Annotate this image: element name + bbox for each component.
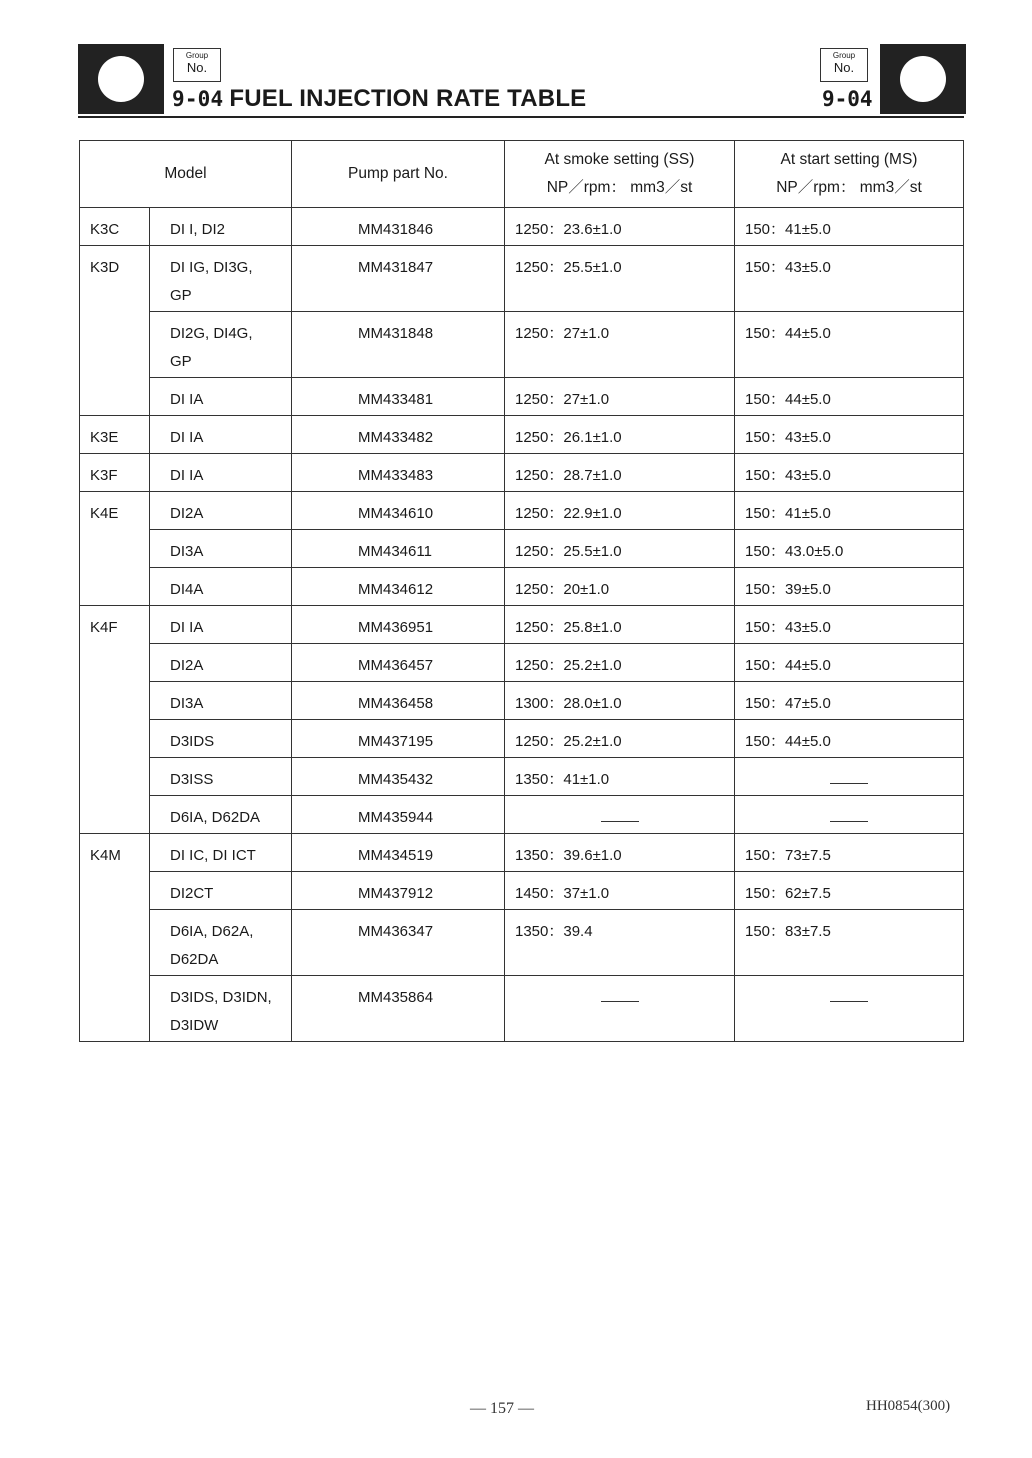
table-row [80, 454, 964, 492]
dash-mark [830, 821, 868, 822]
table-row [80, 644, 964, 682]
cell-engine-model [150, 796, 292, 834]
cell-pump-part-no: MM436951 [292, 606, 505, 644]
cell-start-setting: 150：44±5.0 [735, 644, 964, 682]
cell-smoke-setting: 1350：39.4 [505, 910, 735, 976]
engine-line-2: GP [170, 287, 192, 304]
cell-smoke-setting: 1250：27±1.0 [505, 378, 735, 416]
table-row [80, 872, 964, 910]
table-row [80, 682, 964, 720]
dash-mark [601, 1001, 639, 1002]
cell-smoke-setting: 1250：23.6±1.0 [505, 208, 735, 246]
cell-smoke-setting: 1250：20±1.0 [505, 568, 735, 606]
no-label: No. [186, 60, 208, 75]
cell-start-setting: 150：43±5.0 [735, 606, 964, 644]
engine-line-1: D6IA, D62DA [170, 809, 261, 826]
table-row [80, 976, 964, 1042]
cell-pump-part-no: MM434611 [292, 530, 505, 568]
cell-engine-model [150, 416, 292, 454]
cell-start-setting: 150：62±7.5 [735, 872, 964, 910]
cell-model-series: K3D [80, 246, 150, 416]
cell-pump-part-no: MM434612 [292, 568, 505, 606]
table-row [80, 416, 964, 454]
circle-mark [900, 56, 946, 102]
cell-engine-model [150, 312, 292, 378]
cell-engine-model [150, 606, 292, 644]
cell-model-series: K3C [80, 208, 150, 246]
table-row [80, 246, 964, 312]
table-row [80, 910, 964, 976]
table-row [80, 568, 964, 606]
cell-engine-model [150, 682, 292, 720]
engine-line-2: D3IDW [170, 1017, 219, 1034]
cell-pump-part-no: MM436458 [292, 682, 505, 720]
cell-model-series: K4F [80, 606, 150, 834]
engine-line-1: DI IG, DI3G, [170, 259, 253, 276]
cell-start-setting: 150：83±7.5 [735, 910, 964, 976]
cell-model-series: K3E [80, 416, 150, 454]
page-title [172, 85, 586, 113]
group-badge-left [78, 44, 164, 114]
col-ss-line1: At smoke setting (SS) [544, 151, 695, 168]
cell-pump-part-no: MM433482 [292, 416, 505, 454]
page-number: — 157 — [470, 1400, 534, 1417]
table-header-row [80, 141, 964, 208]
cell-engine-model [150, 644, 292, 682]
cell-pump-part-no: MM433481 [292, 378, 505, 416]
cell-engine-model [150, 378, 292, 416]
cell-start-setting: 150：41±5.0 [735, 492, 964, 530]
header-rule [78, 116, 964, 118]
col-smoke-setting [505, 141, 735, 208]
cell-engine-model [150, 208, 292, 246]
engine-line-1: DI IA [170, 391, 204, 408]
fuel-injection-table [79, 140, 964, 1042]
cell-pump-part-no: MM435432 [292, 758, 505, 796]
engine-line-1: DI2CT [170, 885, 214, 902]
no-label: No. [833, 60, 855, 75]
cell-pump-part-no: MM436457 [292, 644, 505, 682]
dash-mark [830, 783, 868, 784]
cell-start-setting [735, 796, 964, 834]
cell-start-setting: 150：47±5.0 [735, 682, 964, 720]
col-pump: Pump part No. [292, 141, 505, 208]
cell-pump-part-no: MM434519 [292, 834, 505, 872]
cell-smoke-setting: 1250：27±1.0 [505, 312, 735, 378]
cell-model-series: K4E [80, 492, 150, 606]
group-code-right: 9-04 [822, 87, 873, 111]
cell-engine-model [150, 872, 292, 910]
document-code: HH0854(300) [866, 1398, 951, 1414]
cell-engine-model [150, 492, 292, 530]
cell-start-setting: 150：44±5.0 [735, 378, 964, 416]
engine-line-1: D3ISS [170, 771, 214, 788]
table-row [80, 530, 964, 568]
col-ss-line2: NP／rpm： mm3／st [546, 179, 693, 196]
cell-smoke-setting: 1250：22.9±1.0 [505, 492, 735, 530]
group-label: Group [832, 51, 856, 60]
cell-engine-model [150, 910, 292, 976]
cell-smoke-setting [505, 976, 735, 1042]
cell-pump-part-no: MM434610 [292, 492, 505, 530]
col-ms-line2: NP／rpm： mm3／st [776, 179, 922, 196]
engine-line-1: D6IA, D62A, [170, 923, 254, 940]
cell-pump-part-no: MM431848 [292, 312, 505, 378]
cell-engine-model [150, 568, 292, 606]
cell-start-setting: 150：39±5.0 [735, 568, 964, 606]
table-row [80, 796, 964, 834]
col-model: Model [80, 141, 292, 208]
table-row [80, 720, 964, 758]
group-no-box-right [820, 48, 868, 82]
cell-pump-part-no: MM431847 [292, 246, 505, 312]
cell-start-setting: 150：43±5.0 [735, 246, 964, 312]
cell-smoke-setting: 1350：39.6±1.0 [505, 834, 735, 872]
engine-line-1: DI IC, DI ICT [170, 847, 256, 864]
cell-pump-part-no: MM433483 [292, 454, 505, 492]
engine-line-1: DI IA [170, 429, 204, 446]
cell-engine-model [150, 834, 292, 872]
col-ms-line1: At start setting (MS) [780, 151, 918, 168]
group-label: Group [185, 51, 209, 60]
cell-model-series: K3F [80, 454, 150, 492]
cell-pump-part-no: MM431846 [292, 208, 505, 246]
engine-line-1: DI3A [170, 695, 204, 712]
table-row [80, 758, 964, 796]
cell-engine-model [150, 758, 292, 796]
cell-smoke-setting: 1250：25.8±1.0 [505, 606, 735, 644]
group-no-box-left [173, 48, 221, 82]
cell-pump-part-no: MM435944 [292, 796, 505, 834]
engine-line-1: DI IA [170, 619, 204, 636]
engine-line-1: DI4A [170, 581, 204, 598]
cell-pump-part-no: MM437912 [292, 872, 505, 910]
cell-engine-model [150, 454, 292, 492]
engine-line-2: D62DA [170, 951, 219, 968]
table-row [80, 378, 964, 416]
col-start-setting [735, 141, 964, 208]
table-row [80, 312, 964, 378]
cell-start-setting: 150：73±7.5 [735, 834, 964, 872]
engine-line-1: DI2A [170, 657, 204, 674]
table-row [80, 606, 964, 644]
cell-smoke-setting: 1300：28.0±1.0 [505, 682, 735, 720]
circle-mark [98, 56, 144, 102]
cell-smoke-setting [505, 796, 735, 834]
group-badge-right [880, 44, 966, 114]
dash-mark [830, 1001, 868, 1002]
dash-mark [601, 821, 639, 822]
cell-start-setting: 150：41±5.0 [735, 208, 964, 246]
cell-start-setting: 150：43.0±5.0 [735, 530, 964, 568]
table-row [80, 492, 964, 530]
cell-smoke-setting: 1250：26.1±1.0 [505, 416, 735, 454]
table-row [80, 208, 964, 246]
cell-engine-model [150, 976, 292, 1042]
cell-smoke-setting: 1250：25.5±1.0 [505, 530, 735, 568]
cell-smoke-setting: 1250：28.7±1.0 [505, 454, 735, 492]
title-text: FUEL INJECTION RATE TABLE [229, 85, 587, 112]
cell-model-series: K4M [80, 834, 150, 1042]
cell-start-setting: 150：44±5.0 [735, 312, 964, 378]
engine-line-1: D3IDS [170, 733, 215, 750]
cell-start-setting: 150：43±5.0 [735, 416, 964, 454]
cell-smoke-setting: 1250：25.2±1.0 [505, 720, 735, 758]
cell-smoke-setting: 1250：25.2±1.0 [505, 644, 735, 682]
cell-pump-part-no: MM437195 [292, 720, 505, 758]
engine-line-2: GP [170, 353, 192, 370]
cell-start-setting: 150：44±5.0 [735, 720, 964, 758]
cell-start-setting [735, 758, 964, 796]
engine-line-1: DI3A [170, 543, 204, 560]
engine-line-1: DI I, DI2 [170, 221, 226, 238]
engine-line-1: D3IDS, D3IDN, [170, 989, 272, 1006]
engine-line-1: DI2A [170, 505, 204, 522]
cell-pump-part-no: MM436347 [292, 910, 505, 976]
cell-smoke-setting: 1450：37±1.0 [505, 872, 735, 910]
cell-engine-model [150, 530, 292, 568]
engine-line-1: DI IA [170, 467, 204, 484]
group-code: 9-04 [172, 87, 224, 111]
cell-smoke-setting: 1350：41±1.0 [505, 758, 735, 796]
engine-line-1: DI2G, DI4G, [170, 325, 253, 342]
cell-start-setting: 150：43±5.0 [735, 454, 964, 492]
cell-smoke-setting: 1250：25.5±1.0 [505, 246, 735, 312]
cell-engine-model [150, 720, 292, 758]
cell-engine-model [150, 246, 292, 312]
cell-pump-part-no: MM435864 [292, 976, 505, 1042]
table-row [80, 834, 964, 872]
cell-start-setting [735, 976, 964, 1042]
